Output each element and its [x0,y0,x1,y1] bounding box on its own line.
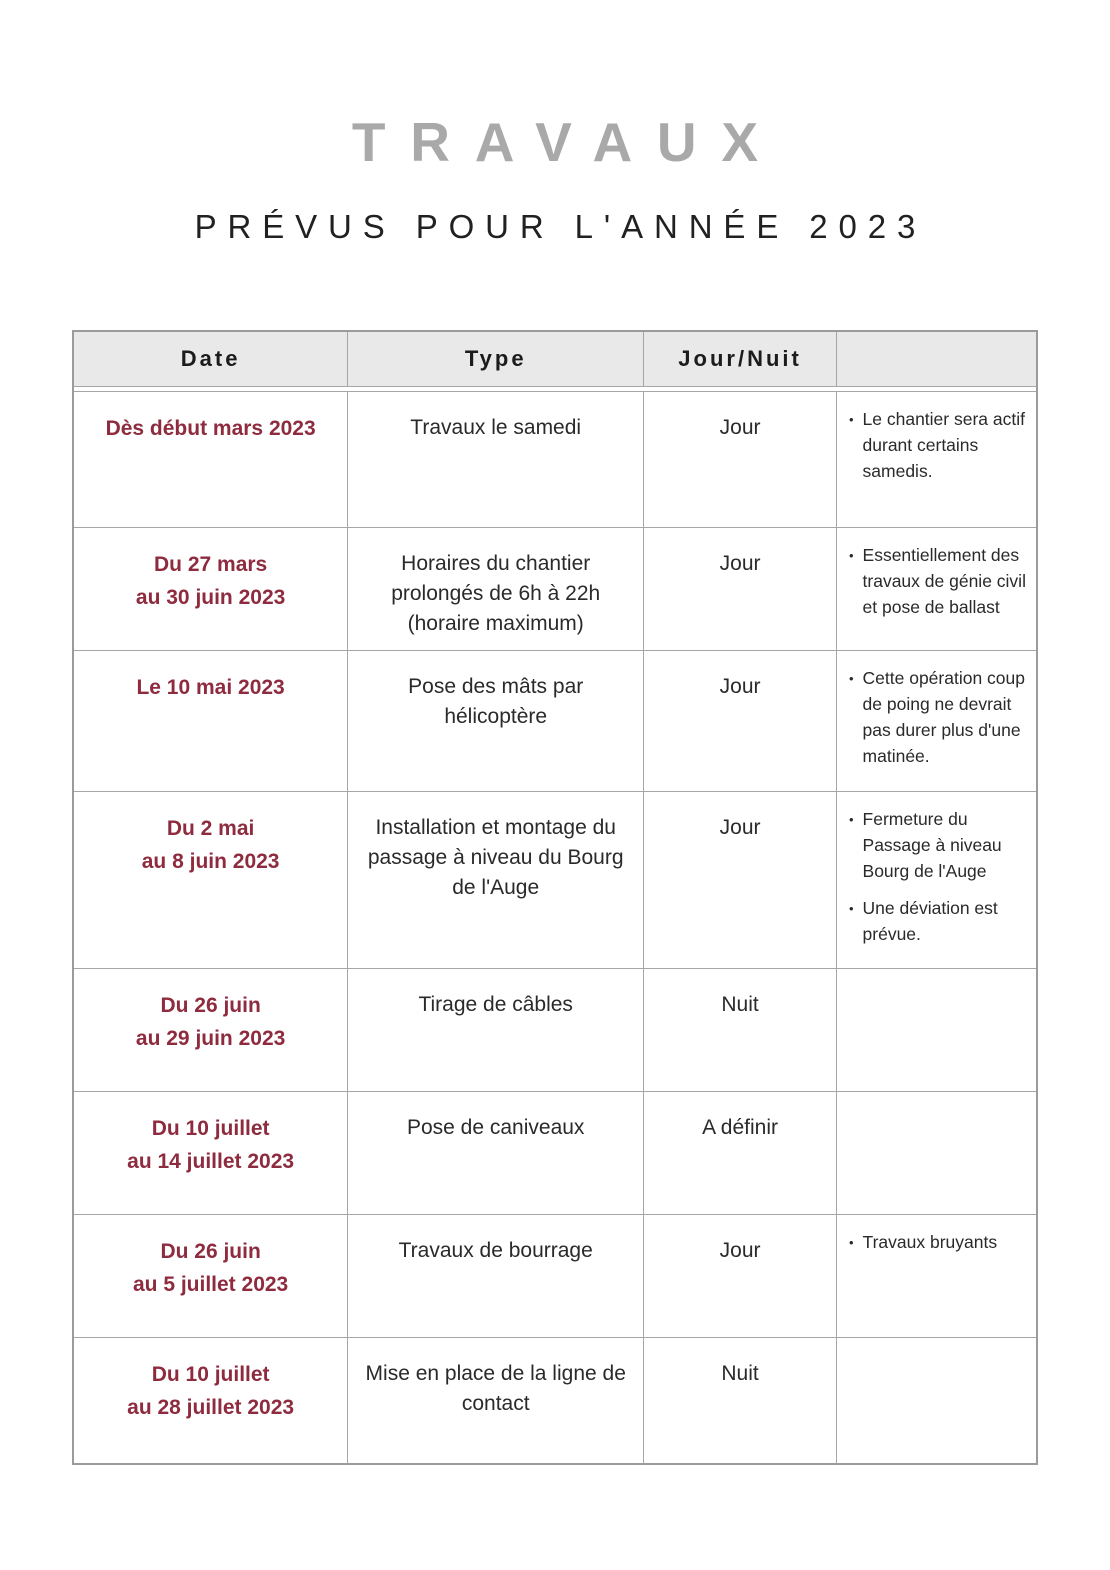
table-row [73,528,1037,651]
bullet-icon: • [848,671,854,687]
note-text: Essentiellement des travaux de génie civil et pose de ballast [862,545,1026,617]
bullet-icon: • [848,1235,854,1251]
jour-nuit-cell: Jour [644,392,837,528]
type-cell: Pose de caniveaux [348,1092,644,1215]
type-cell: Mise en place de la ligne de contact [348,1338,644,1464]
table-row [73,651,1037,792]
header-type: Type [348,331,644,387]
notes-cell [836,792,1037,969]
note-text: Une déviation est prévue. [862,897,998,944]
notes-cell [836,528,1037,651]
note-text: Travaux bruyants [862,1232,998,1253]
date-cell: Du 26 juin au 5 juillet 2023 [73,1215,348,1338]
type-cell: Pose des mâts par hélicoptère [348,651,644,792]
date-cell: Le 10 mai 2023 [73,651,348,792]
date-cell: Du 2 mai au 8 juin 2023 [73,792,348,969]
note-item [849,807,1026,885]
notes-cell [836,1092,1037,1215]
bullet-icon: • [848,548,854,563]
note-item [849,1230,1026,1256]
header-date: Date [73,331,348,387]
date-cell: Du 26 juin au 29 juin 2023 [73,969,348,1092]
jour-nuit-cell: Jour [644,792,837,969]
notes-cell [836,1338,1037,1464]
table-row [73,1215,1037,1338]
date-cell: Du 27 mars au 30 juin 2023 [73,528,348,651]
jour-nuit-cell: Jour [644,528,837,651]
type-cell: Installation et montage du passage à niveau du Bourg de l'Auge [348,792,644,969]
note-item [849,543,1026,621]
notes-cell [836,392,1037,528]
table-row [73,969,1037,1092]
type-cell: Travaux le samedi [348,392,644,528]
jour-nuit-cell: Nuit [644,1338,837,1464]
type-cell: Travaux de bourrage [348,1215,644,1338]
table-row [73,792,1037,969]
table-header [73,331,1037,387]
bullet-icon: • [848,412,854,427]
note-item [849,407,1026,485]
jour-nuit-cell: Nuit [644,969,837,1092]
header-jour-nuit: Jour/Nuit [644,331,837,387]
jour-nuit-cell: A définir [644,1092,837,1215]
notes-cell [836,651,1037,792]
header-notes [836,331,1037,387]
date-cell: Du 10 juillet au 28 juillet 2023 [73,1338,348,1464]
bullet-icon: • [848,900,854,916]
table-row [73,1338,1037,1464]
jour-nuit-cell: Jour [644,651,837,792]
note-item [849,666,1026,770]
note-text: Fermeture du Passage à niveau Bourg de l'Auge [862,809,1002,881]
page-title: TRAVAUX [351,111,783,173]
jour-nuit-cell: Jour [644,1215,837,1338]
note-text: Le chantier sera actif durant certains samedis. [862,409,1025,481]
date-cell: Dès début mars 2023 [73,392,348,528]
date-cell: Du 10 juillet au 14 juillet 2023 [73,1092,348,1215]
notes-cell [836,1215,1037,1338]
type-cell: Horaires du chantier prolongés de 6h à 22h (horaire maximum) [348,528,644,651]
schedule-body [73,387,1037,1464]
note-text: Cette opération coup de poing ne devrait pas durer plus d'une matinée. [862,668,1026,767]
table-row [73,392,1037,528]
works-schedule-table [72,330,1038,1465]
type-cell: Tirage de câbles [348,969,644,1092]
page-subtitle: PRÉVUS POUR L'ANNÉE 2023 [194,208,927,245]
note-item [849,896,1026,948]
bullet-icon: • [848,812,854,827]
table-row [73,1092,1037,1215]
header-row [73,331,1037,387]
notes-cell [836,969,1037,1092]
